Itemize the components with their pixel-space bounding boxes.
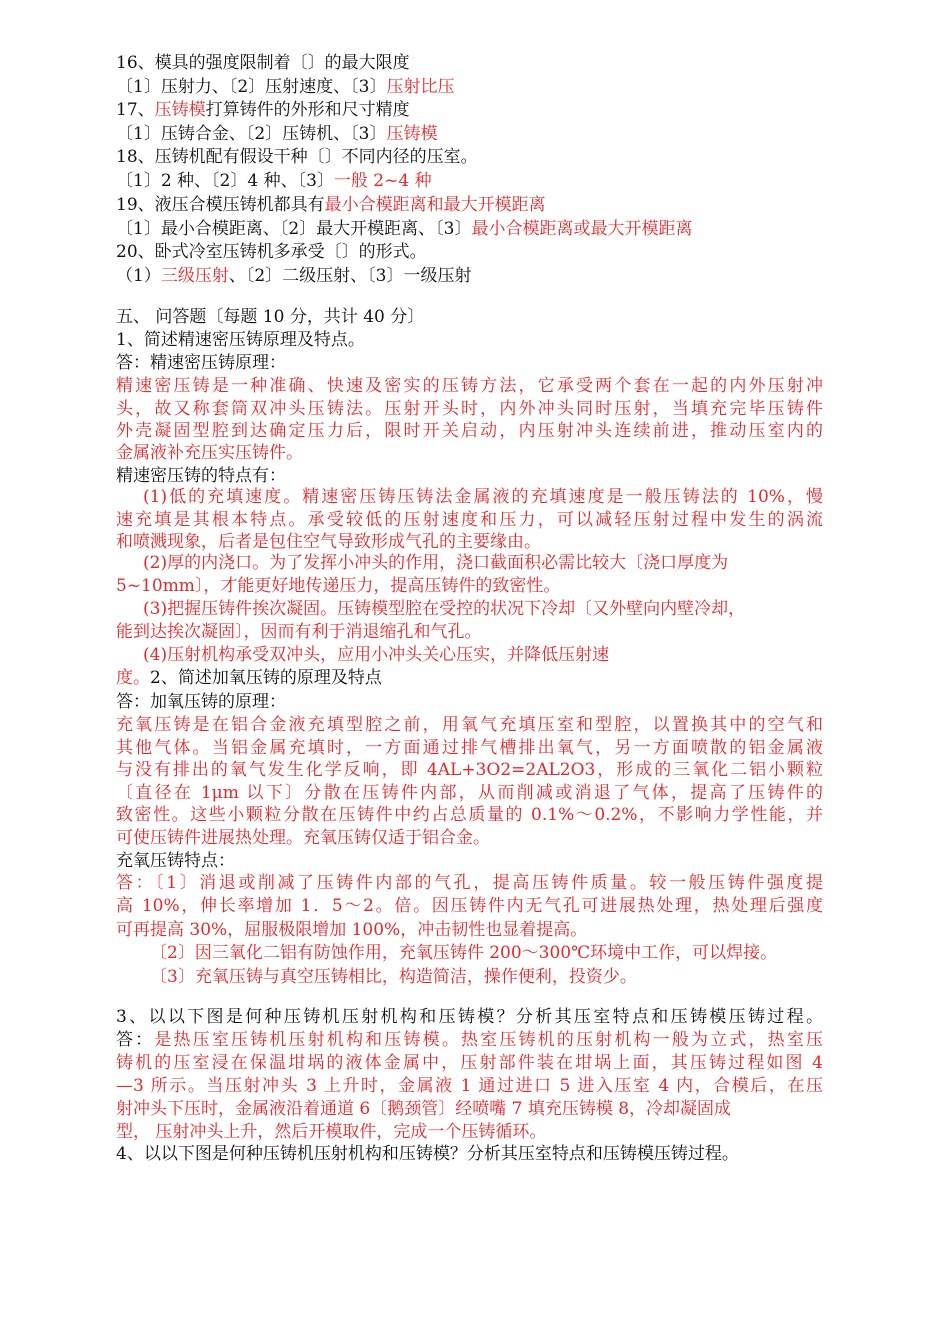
text-line <box>116 621 823 643</box>
text-line <box>143 598 823 620</box>
answer-text: 度。 <box>116 668 150 688</box>
answer-text: 答：〔1〕消退或削减了压铸件内部的气孔，提高压铸件质量。较一般压铸件强度提 <box>116 873 823 893</box>
text-line <box>116 218 823 240</box>
text-line <box>116 782 823 804</box>
question-text: 20、卧式冷室压铸机多承受〔〕的形式。 <box>116 242 427 262</box>
question-text: 〔1〕最小合模距离、〔2〕最大开模距离、〔3〕 <box>116 219 472 239</box>
answer-text: 其他气体。当铝金属充填时，一方面通过排气槽排出氧气，另一方面喷散的铝金属液 <box>116 738 823 758</box>
text-line <box>116 691 823 713</box>
text-line <box>116 804 823 826</box>
text-line <box>143 644 823 666</box>
text-line <box>116 737 823 759</box>
question-text: 3、以以下图是何种压铸机压射机构和压铸模？分析其压室特点和压铸模压铸过程。 <box>116 1007 823 1027</box>
text-line <box>116 306 823 328</box>
text-line <box>116 872 823 894</box>
question-text: 答：精速密压铸原理： <box>116 353 286 373</box>
question-text: 1、简述精速密压铸原理及特点。 <box>116 330 365 350</box>
question-text: 、〔2〕二级压射、〔3〕一级压射 <box>228 266 472 286</box>
answer-text: 精速密压铸是一种准确、快速及密实的压铸方法，它承受两个套在一起的内外压射冲 <box>116 376 823 396</box>
answer-text: 与没有排出的氧气发生化学反响，即 4AL+3O2=2AL2O3，形成的三氧化二铝小颗粒 <box>116 760 823 780</box>
question-text: 18、压铸机配有假设干种〔〕不同内径的压室。 <box>116 147 478 167</box>
question-text: 16、模具的强度限制着〔〕的最大限度 <box>116 53 410 73</box>
text-line <box>116 1143 823 1165</box>
text-line <box>116 241 823 263</box>
answer-text: 头，故又称套筒双冲头压铸法。压射开头时，内外冲头同时压射，当填充完毕压铸件 <box>116 399 823 419</box>
text-line <box>116 123 823 145</box>
answer-text: 最小合模距离和最大开模距离 <box>324 195 546 215</box>
question-text: 〔1〕2 种、〔2〕4 种、〔3〕 <box>116 171 334 191</box>
text-line <box>116 759 823 781</box>
answer-text: 铸机的压室浸在保温坩埚的液体金属中，压射部件装在坩埚上面，其压铸过程如图 4 <box>116 1053 823 1073</box>
text-line <box>116 509 823 531</box>
text-line <box>150 966 823 988</box>
text-line <box>116 531 823 553</box>
question-text: （1） <box>116 266 161 286</box>
answer-text: 5~10mm〕，才能更好地传递压力，提高压铸件的致密性。 <box>116 576 561 596</box>
answer-text: 充氧压铸是在铝合金液充填型腔之前，用氧气充填压室和型腔，以置换其中的空气和 <box>116 715 823 735</box>
answer-text: 可使压铸件进展热处理。充氧压铸仅适于铝合金。 <box>116 828 490 848</box>
text-line <box>143 486 823 508</box>
text-line <box>116 352 823 374</box>
text-line <box>116 375 823 397</box>
answer-text: (2)厚的内浇口。为了发挥小冲头的作用，浇口截面积必需比较大〔浇口厚度为 <box>143 553 729 573</box>
question-text: 4、以以下图是何种压铸机压射机构和压铸模？分析其压室特点和压铸模压铸过程。 <box>116 1144 739 1164</box>
question-text: 〔1〕压射力、〔2〕压射速度、〔3〕 <box>116 77 387 97</box>
text-line <box>116 1098 823 1120</box>
text-line <box>116 76 823 98</box>
answer-text: 能到达挨次凝固〕，因而有利于消退缩孔和气孔。 <box>116 622 482 642</box>
question-text: 2、简述加氧压铸的原理及特点 <box>150 668 382 688</box>
text-line <box>116 575 823 597</box>
text-line <box>116 667 823 689</box>
answer-text: 压铸模 <box>386 124 438 144</box>
question-text: 答：加氧压铸的原理： <box>116 692 286 712</box>
answer-text: 〔2〕因三氧化二铝有防蚀作用，充氧压铸件 200～300℃环境中工作，可以焊接。 <box>150 943 778 963</box>
text-line <box>116 420 823 442</box>
text-line <box>116 99 823 121</box>
question-text: 打算铸件的外形和尺寸精度 <box>205 100 410 120</box>
text-line <box>116 1075 823 1097</box>
question-text: 17、 <box>116 100 155 120</box>
answer-text: 射冲头下压时，金属液沿着通道 6〔鹅颈管〕经喷嘴 7 填充压铸模 8，冷却凝固成 <box>116 1099 732 1119</box>
text-line <box>143 552 823 574</box>
answer-text: 可再提高 30%，屈服极限增加 100%，冲击韧性也显着提高。 <box>116 920 588 940</box>
answer-text: 外壳凝固型腔到达确定压力后，限时开关启动，内压射冲头连续前进，推动压室内的 <box>116 421 823 441</box>
text-line <box>116 850 823 872</box>
answer-text: (1)低的充填速度。精速密压铸压铸法金属液的充填速度是一般压铸法的 10%，慢 <box>143 487 823 507</box>
text-line <box>116 827 823 849</box>
text-line <box>116 442 823 464</box>
question-text: 五、 问答题〔每题 10 分，共计 40 分〕 <box>116 307 425 327</box>
text-line <box>116 1052 823 1074</box>
text-line <box>116 194 823 216</box>
text-line <box>116 1121 823 1143</box>
answer-text: 速充填是其根本特点。承受较低的压射速度和压力，可以减轻压射过程中发生的涡流 <box>116 510 823 530</box>
answer-text: 最小合模距离或最大开模距离 <box>471 219 693 239</box>
answer-text: 一般 2~4 种 <box>333 171 432 191</box>
text-line <box>116 919 823 941</box>
answer-text: 〔3〕充氧压铸与真空压铸相比，构造简洁，操作便利，投资少。 <box>150 967 637 987</box>
answer-text: 高 10%，伸长率增加 1．5～2。倍。因压铸件内无气孔可进展热处理，热处理后强度 <box>116 896 823 916</box>
question-text: 〔1〕压铸合金、〔2〕压铸机、〔3〕 <box>116 124 387 144</box>
text-line <box>116 170 823 192</box>
question-text: 充氧压铸特点： <box>116 851 235 871</box>
text-line <box>150 942 823 964</box>
text-line <box>116 1006 823 1028</box>
text-line <box>116 146 823 168</box>
text-line <box>116 398 823 420</box>
answer-text: 是热压室压铸机压射机构和压铸模。热室压铸机的压射机构一般为立式，热室压 <box>154 1030 823 1050</box>
answer-text: (3)把握压铸件挨次凝固。压铸模型腔在受控的状况下冷却〔又外壁向内壁冷却， <box>143 599 746 619</box>
answer-text: 型， 压射冲头上升，然后开模取件，完成一个压铸循环。 <box>116 1122 547 1142</box>
answer-text: 三级压射 <box>160 266 229 286</box>
text-line <box>116 895 823 917</box>
answer-text: 压射比压 <box>386 77 455 97</box>
question-text: 精速密压铸的特点有： <box>116 466 286 486</box>
answer-text: 金属液补充压实压铸件。 <box>116 443 303 463</box>
text-line <box>116 52 823 74</box>
question-text: 答： <box>116 1030 155 1050</box>
answer-text: —3 所示。当压射冲头 3 上升时，金属液 1 通过进口 5 进入压室 4 内，合模后，在压 <box>116 1076 823 1096</box>
text-line <box>116 265 823 287</box>
answer-text: 压铸模 <box>154 100 206 120</box>
answer-text: 致密性。这些小颗粒分散在压铸件中约占总质量的 0.1%～0.2%，不影响力学性能，并 <box>116 805 823 825</box>
answer-text: (4)压射机构承受双冲头，应用小冲头关心压实，并降低压射速 <box>143 645 610 665</box>
text-line <box>116 714 823 736</box>
answer-text: 和喷溅现象，后者是包住空气导致形成气孔的主要缘由。 <box>116 532 541 552</box>
text-line <box>116 465 823 487</box>
question-text: 19、液压合模压铸机都具有 <box>116 195 325 215</box>
answer-text: 〔直径在 1μm 以下〕分散在压铸件内部，从而削减或消退了气体，提高了压铸件的 <box>116 783 823 803</box>
text-line <box>116 1029 823 1051</box>
text-line <box>116 329 823 351</box>
